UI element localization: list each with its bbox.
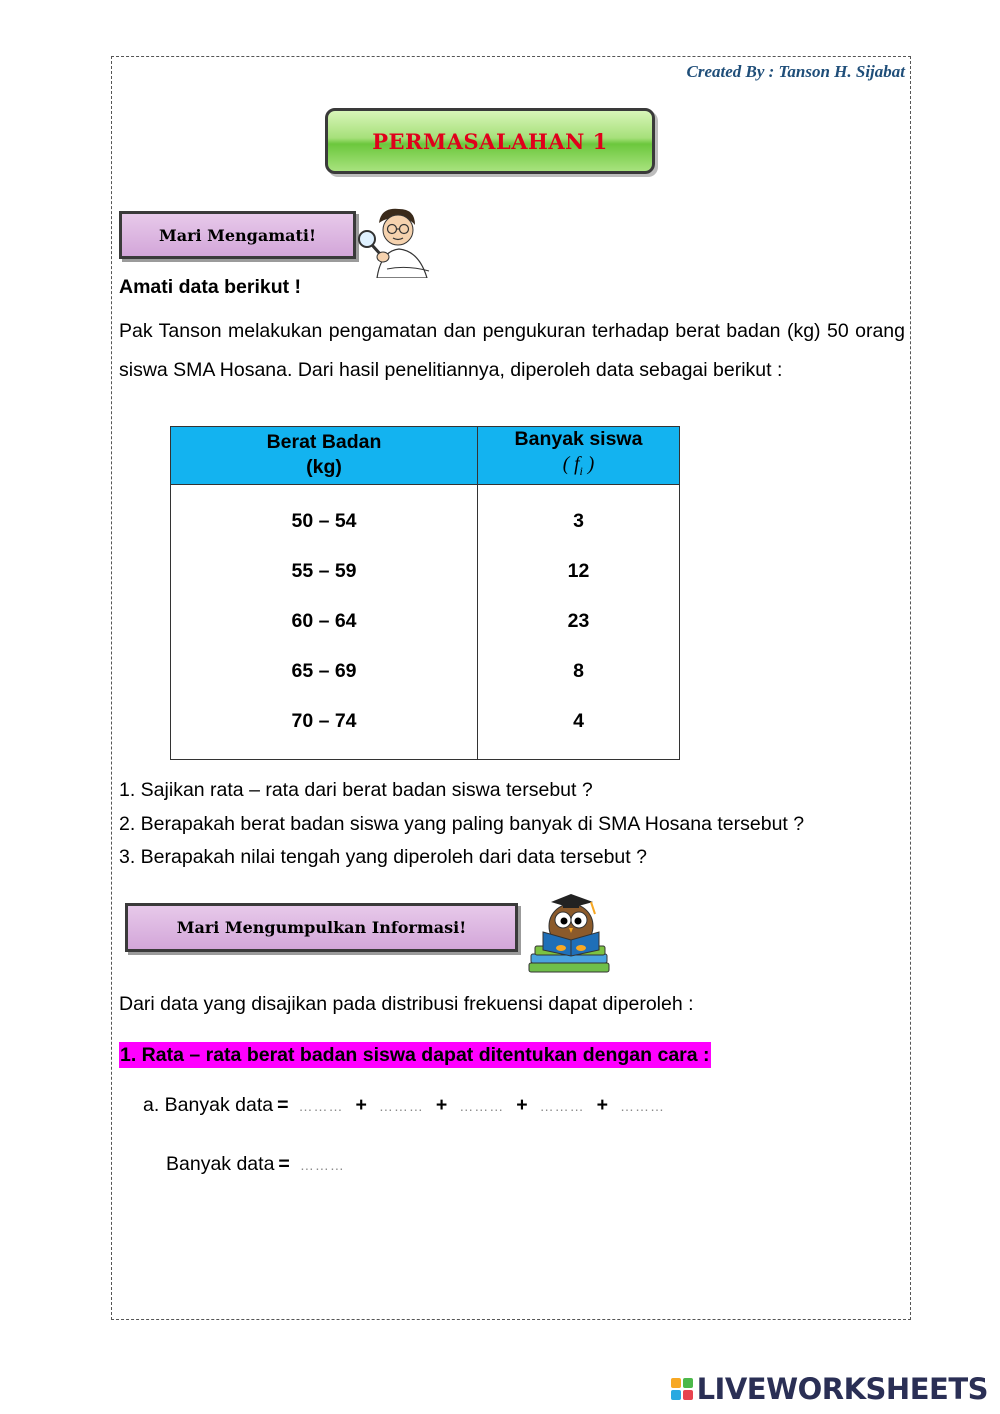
frequency-cell: 8 [478, 647, 680, 697]
table-header-row [171, 427, 680, 485]
highlighted-step-heading: 1. Rata – rata berat badan siswa dapat ditentukan dengan cara : [120, 1044, 710, 1066]
frequency-column-header: Banyak siswa ( $f_i$ ) [478, 427, 680, 485]
question-1: 1. Sajikan rata – rata dari berat badan siswa tersebut ? [119, 779, 593, 801]
blank-3[interactable]: ……… [459, 1098, 505, 1114]
table-row [171, 597, 680, 647]
liveworksheets-logo[interactable] [671, 1372, 988, 1406]
frequency-cell: 4 [478, 697, 680, 760]
table-row [171, 647, 680, 697]
banyak-data-sum-line: a. Banyak data = ……… + ……… + ……… + ……… + ……… [143, 1094, 666, 1116]
owl-reading-icon [525, 888, 615, 974]
table-row [171, 547, 680, 597]
problem-title: PERMASALAHAN 1 [372, 128, 608, 154]
frequency-cell: 3 [478, 484, 680, 547]
banyak-data-total-label: Banyak data [166, 1153, 275, 1175]
banyak-data-total-line: Banyak data = ……… [166, 1153, 345, 1175]
frequency-cell: 12 [478, 547, 680, 597]
frequency-table [170, 426, 680, 760]
weight-range-cell: 50 – 54 [171, 484, 478, 547]
blank-4[interactable]: ……… [539, 1098, 585, 1114]
collect-info-section-tag: Mari Mengumpulkan Informasi! [125, 903, 518, 952]
weight-range-cell: 60 – 64 [171, 597, 478, 647]
blank-2[interactable]: ……… [378, 1098, 424, 1114]
weight-range-cell: 65 – 69 [171, 647, 478, 697]
table-row [171, 697, 680, 760]
frequency-cell: 23 [478, 597, 680, 647]
observe-heading: Amati data berikut ! [119, 276, 302, 298]
liveworksheets-logo-icon [671, 1378, 693, 1400]
blank-1[interactable]: ……… [298, 1098, 344, 1114]
problem-title-banner [325, 108, 655, 174]
question-2: 2. Berapakah berat badan siswa yang paling banyak di SMA Hosana tersebut ? [119, 813, 805, 835]
blank-total[interactable]: ……… [299, 1157, 345, 1173]
author-credit: Created By : Tanson H. Sijabat [686, 62, 905, 81]
weight-range-cell: 70 – 74 [171, 697, 478, 760]
intro-text: Dari data yang disajikan pada distribusi frekuensi dapat diperoleh : [119, 993, 694, 1015]
observe-section-tag: Mari Mengamati! [119, 211, 356, 259]
banyak-data-label: a. Banyak data [143, 1094, 274, 1116]
problem-paragraph: Pak Tanson melakukan pengamatan dan pengukuran terhadap berat badan (kg) 50 orang siswa SMA Hosana. Dari hasil penelitiannya, diperoleh data sebagai berikut : [119, 320, 905, 381]
question-3: 3. Berapakah nilai tengah yang diperoleh dari data tersebut ? [119, 846, 647, 868]
boy-magnifier-icon [357, 203, 432, 278]
weight-range-cell: 55 – 59 [171, 547, 478, 597]
brand-name: LIVEWORKSHEETS [696, 1372, 988, 1406]
weight-column-header: Berat Badan (kg) [171, 427, 478, 485]
blank-5[interactable]: ……… [620, 1098, 666, 1114]
table-row [171, 484, 680, 547]
